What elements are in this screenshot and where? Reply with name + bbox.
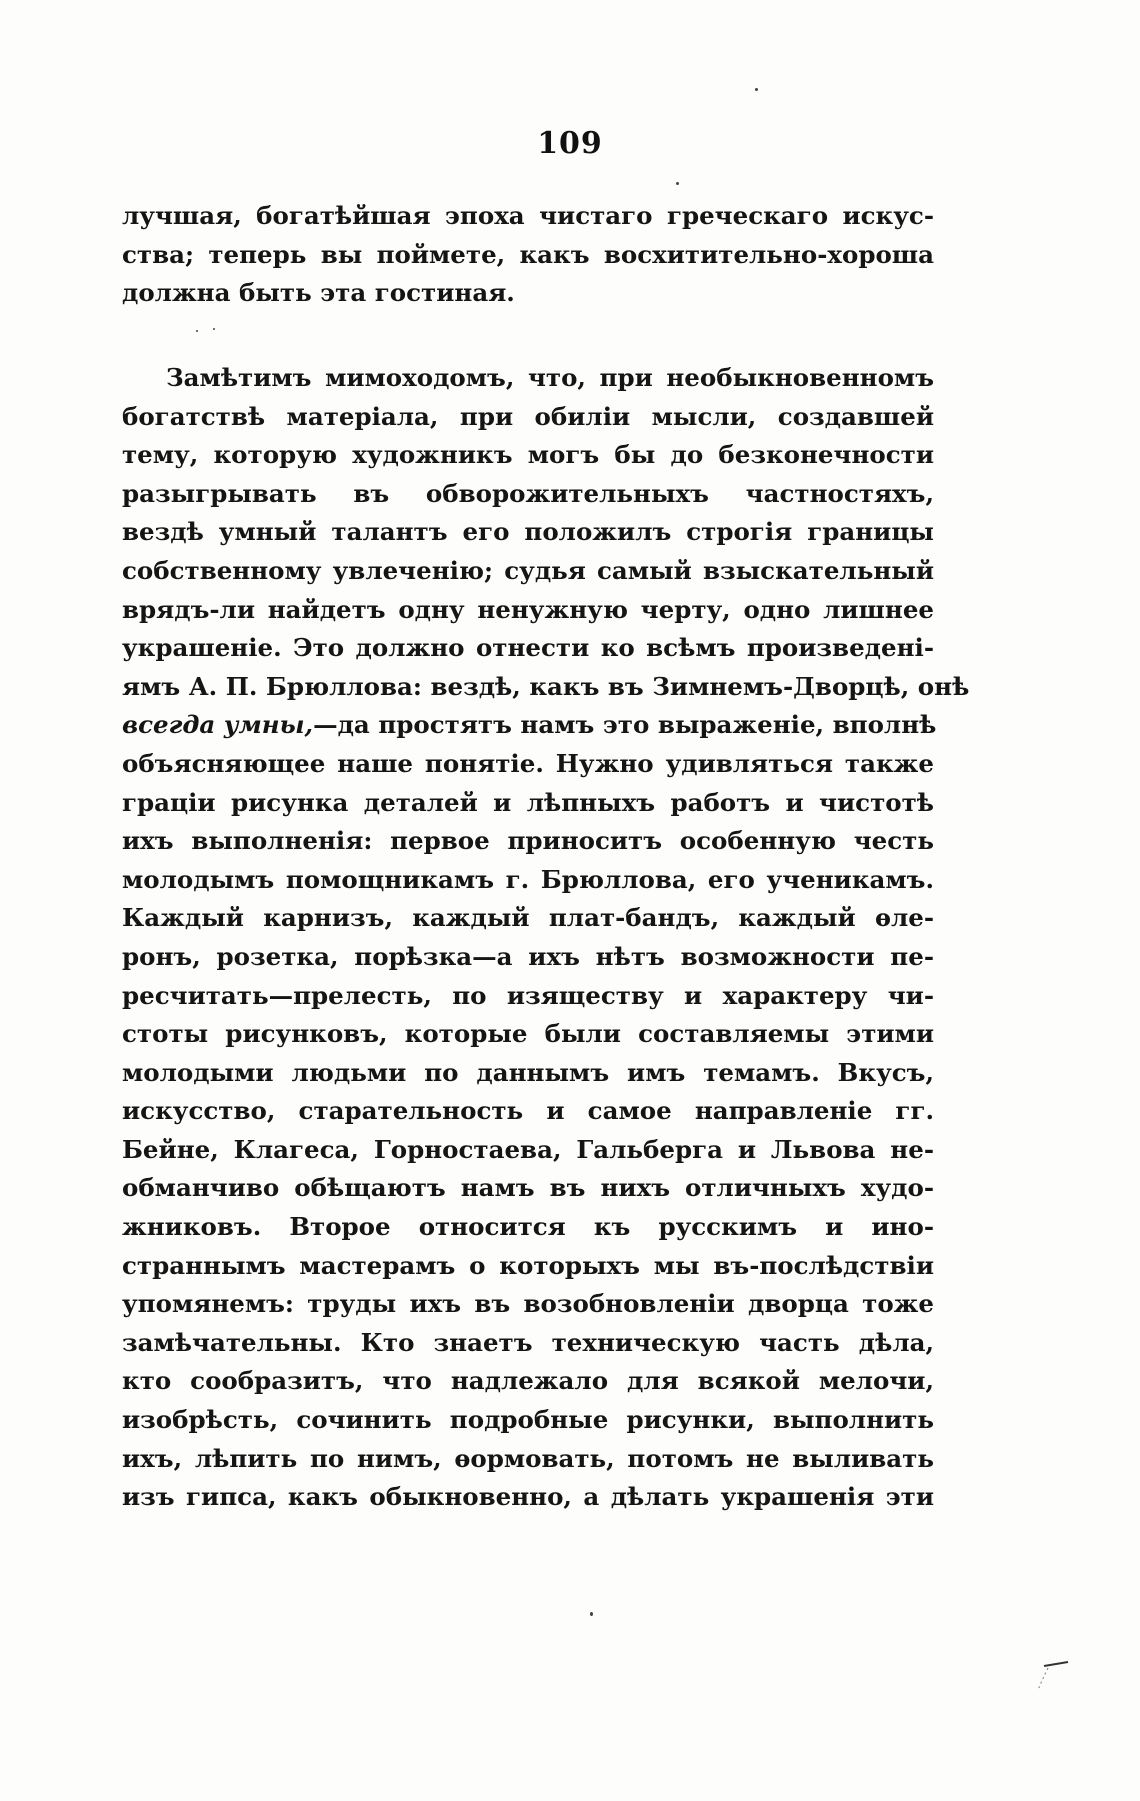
text-line: ресчитать—прелесть, по изяществу и характеру чи- xyxy=(122,980,934,1010)
text-line: ихъ выполненія: первое приноситъ особенную честь xyxy=(122,826,934,856)
text-line: объясняющее наше понятіе. Нужно удивляться также xyxy=(122,748,934,778)
text-line: страннымъ мастерамъ о которыхъ мы въ-послѣдствіи xyxy=(122,1250,934,1280)
text-line: врядъ-ли найдетъ одну ненужную черту, одно лишнее xyxy=(122,594,934,624)
text-line: обманчиво обѣщаютъ намъ въ нихъ отличныхъ худо- xyxy=(122,1173,934,1203)
text-line: кто сообразитъ, что надлежало для всякой мелочи, xyxy=(122,1366,934,1396)
text-line: Каждый карнизъ, каждый плат-бандъ, каждый ѳле- xyxy=(122,903,934,933)
text-span: —да простятъ намъ это выраженіе, вполнѣ xyxy=(313,710,937,740)
margin-mark-icon xyxy=(1034,1660,1094,1720)
italic-phrase: всегда умны, xyxy=(122,710,314,740)
text-line: ямъ А. П. Брюллова: вездѣ, какъ въ Зимнемъ-Дворцѣ, онѣ xyxy=(122,671,970,701)
scan-speck xyxy=(213,328,215,330)
text-line: богатствѣ матеріала, при обиліи мысли, создавшей xyxy=(122,401,934,431)
text-line: граціи рисунка деталей и лѣпныхъ работъ и чистотѣ xyxy=(122,787,934,817)
text-line: Замѣтимъ мимоходомъ, что, при необыкновенномъ xyxy=(166,363,934,392)
scan-speck xyxy=(755,88,758,91)
text-line: искусство, старательность и самое направленіе гг. xyxy=(122,1096,934,1126)
text-line: тему, которую художникъ могъ бы до безконечности xyxy=(122,440,934,470)
scan-speck xyxy=(676,182,679,185)
text-line: вездѣ умный талантъ его положилъ строгія границы xyxy=(122,517,934,547)
text-line: изъ гипса, какъ обыкновенно, а дѣлать украшенія эти xyxy=(122,1482,934,1512)
text-line: украшеніе. Это должно отнести ко всѣмъ произведені- xyxy=(122,633,934,663)
text-line-mixed xyxy=(122,706,937,745)
text-line: молодыми людьми по даннымъ имъ темамъ. Вкусъ, xyxy=(122,1057,934,1087)
text-line: жниковъ. Второе относится къ русскимъ и ино- xyxy=(122,1212,934,1242)
text-line: стоты рисунковъ, которые были составляемы этими xyxy=(122,1019,934,1049)
text-line: ихъ, лѣпить по нимъ, ѳормовать, потомъ не выливать xyxy=(122,1443,934,1473)
text-line: молодымъ помощникамъ г. Брюллова, его ученикамъ. xyxy=(122,864,934,894)
text-line: упомянемъ: труды ихъ въ возобновленіи дворца тоже xyxy=(122,1289,934,1319)
text-line: лучшая, богатѣйшая эпоха чистаго греческаго искус- xyxy=(122,201,934,230)
paragraph-2 xyxy=(122,359,970,1517)
text-line: собственному увлеченію; судья самый взыскательный xyxy=(122,555,934,585)
page-number: 109 xyxy=(537,126,603,161)
scan-speck xyxy=(590,1612,593,1616)
paragraph-1 xyxy=(122,197,934,313)
scan-speck xyxy=(196,330,198,332)
text-line: ства; теперь вы поймете, какъ восхитительно-хороша xyxy=(122,239,934,269)
text-line: замѣчательны. Кто знаетъ техническую часть дѣла, xyxy=(122,1327,934,1357)
text-line: разыгрывать въ обворожительныхъ частностяхъ, xyxy=(122,478,934,508)
text-line: Бейне, Клагеса, Горностаева, Гальберга и Львова не- xyxy=(122,1134,934,1164)
text-line: ронъ, розетка, порѣзка—а ихъ нѣтъ возможности пе- xyxy=(122,941,934,971)
text-line: изобрѣсть, сочинить подробные рисунки, выполнить xyxy=(122,1405,934,1435)
text-line: должна быть эта гостиная. xyxy=(122,278,515,308)
